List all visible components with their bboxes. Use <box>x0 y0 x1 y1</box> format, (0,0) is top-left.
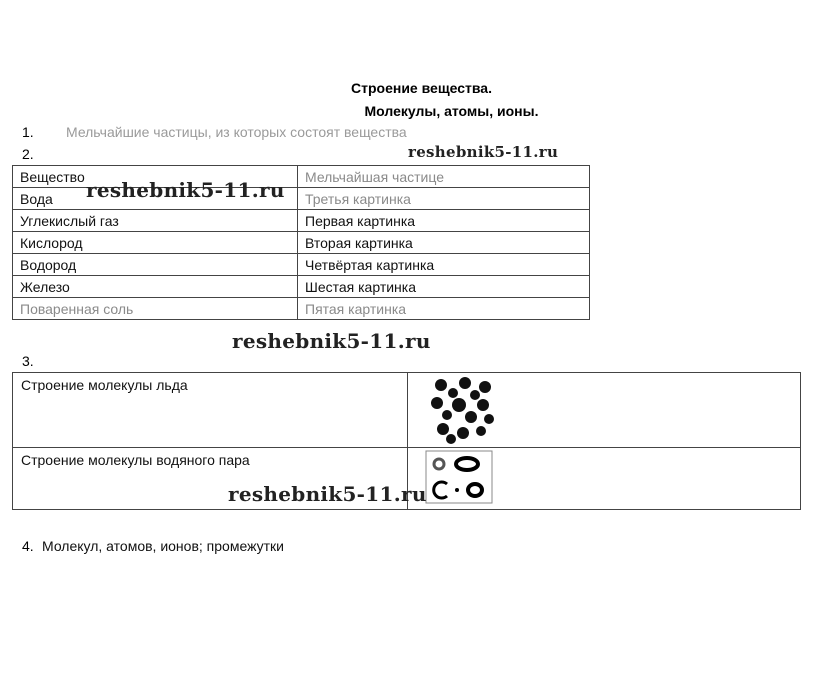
vapor-label: Строение молекулы водяного пара <box>21 452 250 468</box>
particle-cell: Третья картинка <box>298 188 590 210</box>
q2-number: 2. <box>22 146 34 162</box>
particle-cell: Шестая картинка <box>298 276 590 298</box>
table-row <box>13 298 590 320</box>
q1-answer: Мельчайшие частицы, из которых состоят вещества <box>66 124 407 140</box>
watermark: reshebnik5-11.ru <box>86 178 285 202</box>
table-row <box>13 210 590 232</box>
substance-cell: Углекислый газ <box>13 210 298 232</box>
q3-number: 3. <box>22 353 34 369</box>
substance-cell: Железо <box>13 276 298 298</box>
table-row <box>13 276 590 298</box>
q1-number: 1. <box>22 124 34 140</box>
substance-cell: Водород <box>13 254 298 276</box>
watermark: reshebnik5-11.ru <box>408 143 559 161</box>
particle-cell: Четвёртая картинка <box>298 254 590 276</box>
title-line-2: Молекулы, атомы, ионы. <box>364 103 539 119</box>
watermark: reshebnik5-11.ru <box>228 482 427 506</box>
particle-cell: Мельчайшая частице <box>298 166 590 188</box>
vapor-molecule-image <box>425 450 493 504</box>
ice-molecule-image <box>423 375 513 447</box>
substance-cell: Кислород <box>13 232 298 254</box>
ice-label: Строение молекулы льда <box>21 377 188 393</box>
substance-cell: Поваренная соль <box>13 298 298 320</box>
q4-number: 4. <box>22 538 34 554</box>
particle-cell: Вторая картинка <box>298 232 590 254</box>
substance-cell: Вода <box>13 188 298 210</box>
watermark: reshebnik5-11.ru <box>232 329 431 353</box>
q4-answer: Молекул, атомов, ионов; промежутки <box>42 538 284 554</box>
title-line-1: Строение вещества. <box>351 80 492 96</box>
table-row <box>13 254 590 276</box>
table-row <box>13 232 590 254</box>
particle-cell: Первая картинка <box>298 210 590 232</box>
ice-row <box>13 373 800 448</box>
substance-cell: Вещество <box>13 166 298 188</box>
particle-cell: Пятая картинка <box>298 298 590 320</box>
